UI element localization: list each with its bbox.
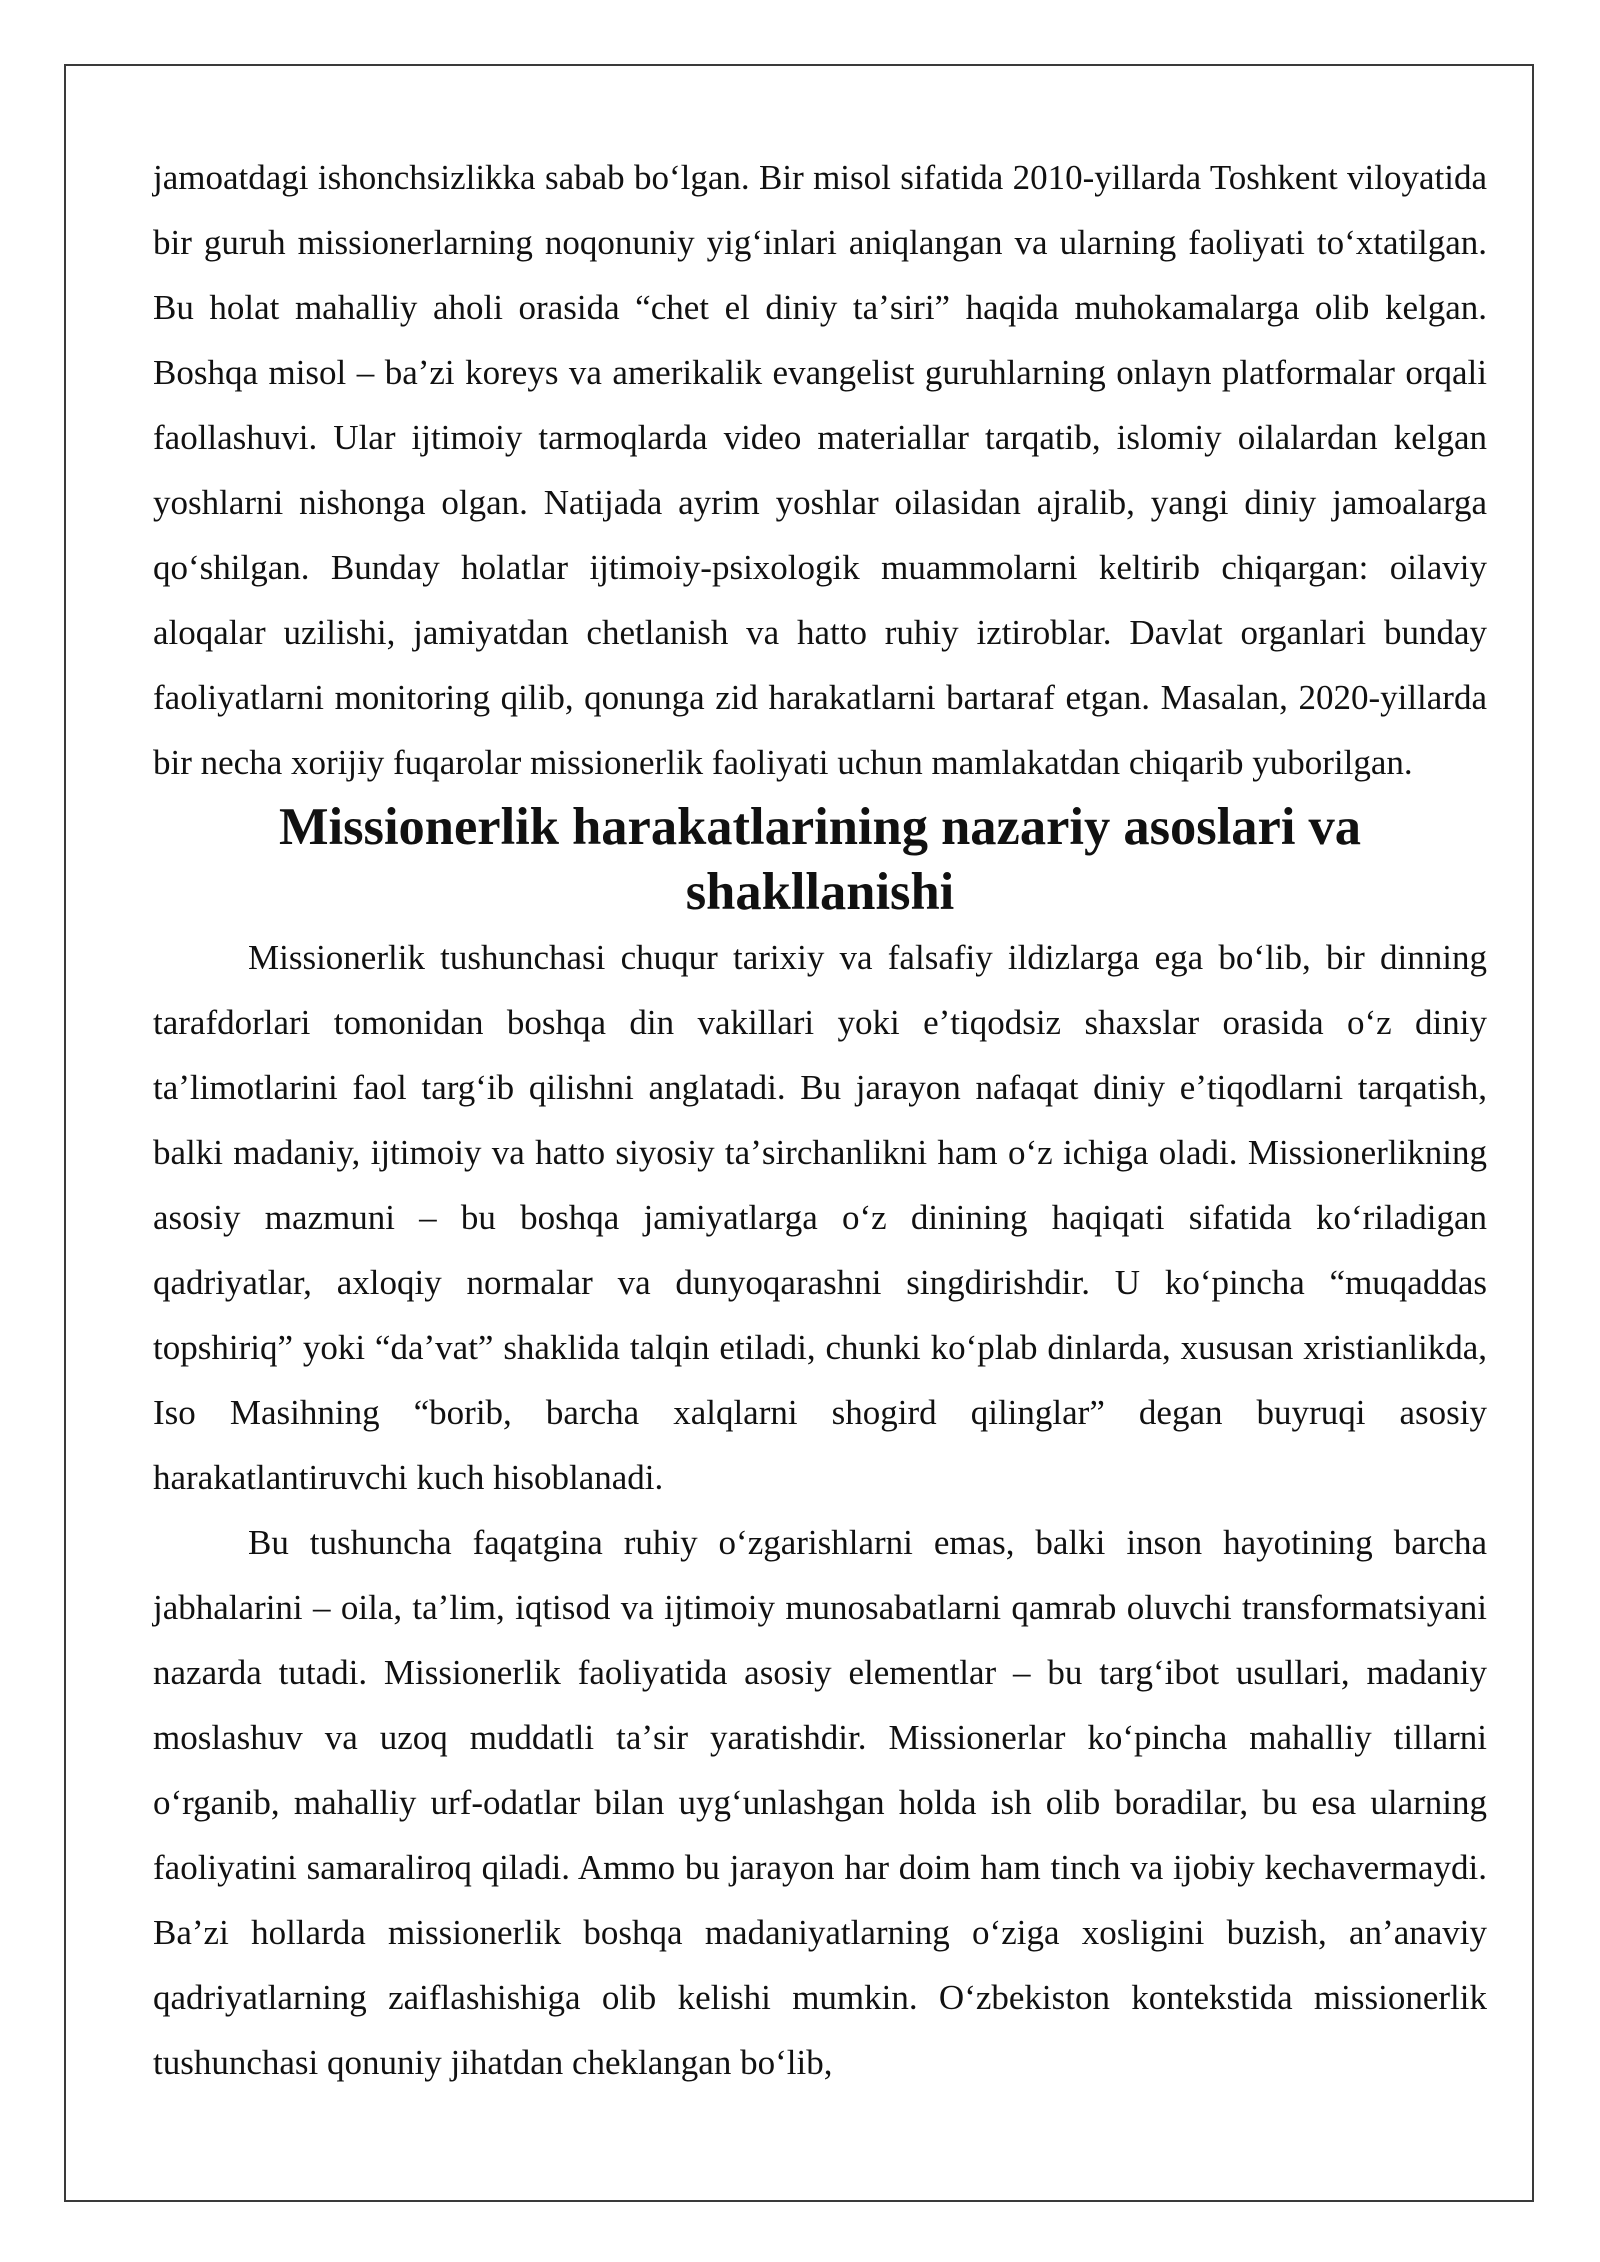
section-heading: Missionerlik harakatlarining nazariy asoslari va shakllanishi (278, 798, 1362, 921)
paragraph-continuation: jamoatdagi ishonchsizlikka sabab boʻlgan. Bir misol sifatida 2010-yillarda Toshkent viloyatida bir guruh missionerlarning noqonuniy yigʻinlari aniqlangan va ularning faoliyati toʻxtatilgan. Bu holat mahalliy aholi orasida “chet el diniy taʼsiri” haqida muhokamalarga olib kelgan. Boshqa misol – baʼzi koreys va amerikalik evangelist guruhlarning onlayn platformalar orqali faollashuvi. Ular ijtimoiy tarmoqlarda video materiallar tarqatib, islomiy oilalardan kelgan yoshlarni nishonga olgan. Natijada ayrim yoshlar oilasidan ajralib, yangi diniy jamoalarga qoʻshilgan. Bunday holatlar ijtimoiy-psixologik muammolarni keltirib chiqargan: oilaviy aloqalar uzilishi, jamiyatdan chetlanish va hatto ruhiy iztiroblar. Davlat organlari bunday faoliyatlarni monitoring qilib, qonunga zid harakatlarni bartaraf etgan. Masalan, 2020-yillarda bir necha xorijiy fuqarolar missionerlik faoliyati uchun mamlakatdan chiqarib yuborilgan. (153, 158, 1487, 782)
paragraph-1: Missionerlik tushunchasi chuqur tarixiy va falsafiy ildizlarga ega boʻlib, bir dinning tarafdorlari tomonidan boshqa din vakillari yoki eʼtiqodsiz shaxslar orasida oʻz diniy taʼlimotlarini faol targʻib qilishni anglatadi. Bu jarayon nafaqat diniy eʼtiqodlarni tarqatish, balki madaniy, ijtimoiy va hatto siyosiy taʼsirchanlikni ham oʻz ichiga oladi. Missionerlikning asosiy mazmuni – bu boshqa jamiyatlarga oʻz dinining haqiqati sifatida koʻriladigan qadriyatlar, axloqiy normalar va dunyoqarashni singdirishdir. U koʻpincha “muqaddas topshiriq” yoki “daʼvat” shaklida talqin etiladi, chunki koʻplab dinlarda, xususan xristianlikda, Iso Masihning “borib, barcha xalqlarni shogird qilinglar” degan buyruqi asosiy harakatlantiruvchi kuch hisoblanadi. (153, 938, 1487, 1497)
document-body (153, 145, 1487, 2095)
paragraph-2: Bu tushuncha faqatgina ruhiy oʻzgarishlarni emas, balki inson hayotining barcha jabhalarini – oila, taʼlim, iqtisod va ijtimoiy munosabatlarni qamrab oluvchi transformatsiyani nazarda tutadi. Missionerlik faoliyatida asosiy elementlar – bu targʻibot usullari, madaniy moslashuv va uzoq muddatli taʼsir yaratishdir. Missionerlar koʻpincha mahalliy tillarni oʻrganib, mahalliy urf-odatlar bilan uygʻunlashgan holda ish olib boradilar, bu esa ularning faoliyatini samaraliroq qiladi. Ammo bu jarayon har doim ham tinch va ijobiy kechavermaydi. Baʼzi hollarda missionerlik boshqa madaniyatlarning oʻziga xosligini buzish, anʼanaviy qadriyatlarning zaiflashishiga olib kelishi mumkin. Oʻzbekiston kontekstida missionerlik tushunchasi qonuniy jihatdan cheklangan boʻlib, (153, 1523, 1487, 2082)
